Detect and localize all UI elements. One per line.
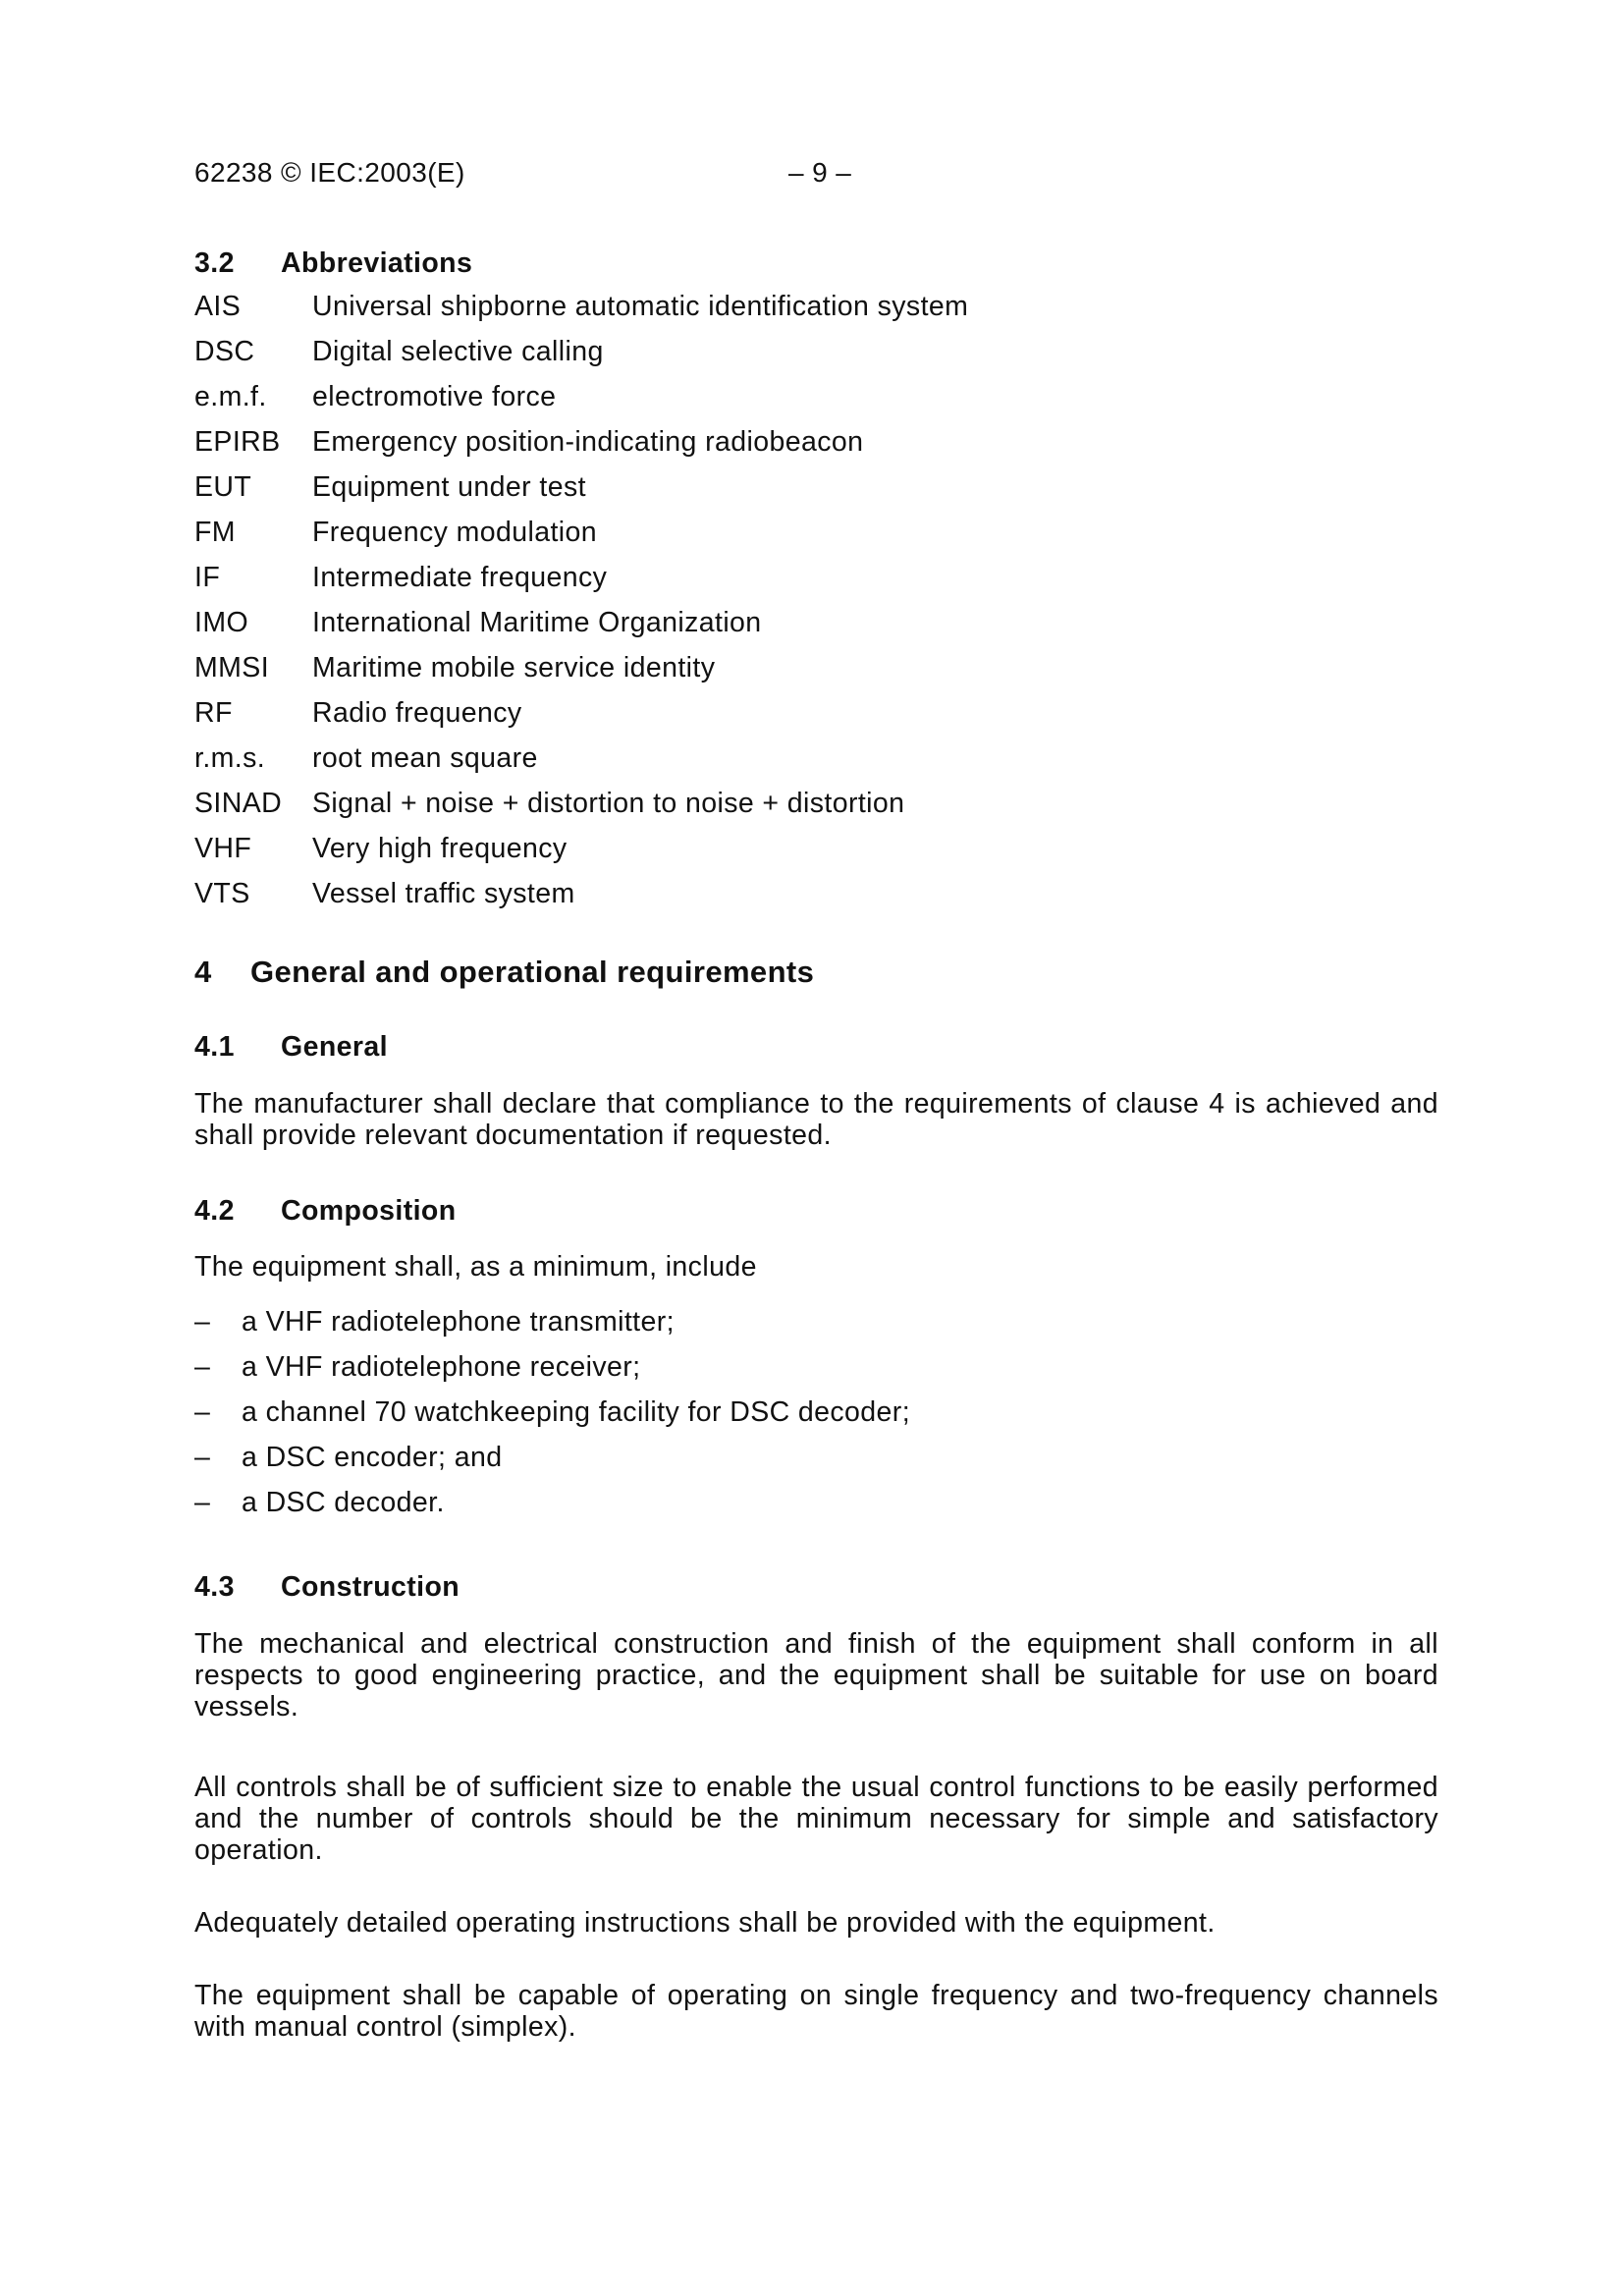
abbreviation-code: IMO (194, 607, 249, 638)
list-item-text: a VHF radiotelephone transmitter; (242, 1306, 675, 1338)
list-dash: – (194, 1351, 211, 1383)
list-dash: – (194, 1487, 211, 1518)
section-title: Composition (281, 1195, 457, 1227)
section-number: 3.2 (194, 247, 235, 279)
abbreviation-code: EUT (194, 471, 252, 503)
abbreviation-definition: Frequency modulation (312, 517, 597, 548)
abbreviation-code: FM (194, 517, 236, 548)
abbreviation-code: DSC (194, 336, 255, 367)
list-item-text: a DSC decoder. (242, 1487, 445, 1518)
section-title: Abbreviations (281, 247, 473, 279)
abbreviation-definition: Digital selective calling (312, 336, 604, 367)
general-paragraph: The manufacturer shall declare that compliance to the requirements of clause 4 is achieved and shall provide relevant documentation if requested. (194, 1088, 1438, 1151)
abbreviation-definition: root mean square (312, 742, 538, 774)
composition-intro: The equipment shall, as a minimum, include (194, 1251, 757, 1283)
abbreviation-row (194, 517, 1438, 562)
abbreviation-row (194, 426, 1438, 471)
abbreviation-row (194, 291, 1438, 336)
abbreviation-definition: Vessel traffic system (312, 878, 575, 909)
section-heading-4-2 (194, 1195, 457, 1228)
construction-paragraph-3: Adequately detailed operating instructions shall be provided with the equipment. (194, 1907, 1216, 1939)
list-item (194, 1306, 1438, 1351)
list-item (194, 1351, 1438, 1396)
section-heading-4-1 (194, 1031, 388, 1064)
abbreviation-row (194, 788, 1438, 833)
abbreviation-definition: electromotive force (312, 381, 557, 412)
abbreviation-row (194, 562, 1438, 607)
list-dash: – (194, 1306, 211, 1338)
abbreviation-row (194, 878, 1438, 923)
abbreviation-definition: Universal shipborne automatic identification system (312, 291, 969, 322)
abbreviation-code: SINAD (194, 788, 283, 819)
header-document-id: 62238 © IEC:2003(E) (194, 157, 465, 188)
section-heading-3-2 (194, 247, 472, 280)
list-item (194, 1396, 1438, 1442)
construction-paragraph-2: All controls shall be of sufficient size to enable the usual control functions to be easily performed and the number of controls should be the minimum necessary for simple and satisfactory operation. (194, 1772, 1438, 1866)
abbreviation-definition: Intermediate frequency (312, 562, 608, 593)
list-dash: – (194, 1396, 211, 1428)
page-number: – 9 – (788, 157, 852, 188)
abbreviation-code: EPIRB (194, 426, 281, 458)
abbreviation-code: RF (194, 697, 233, 729)
abbreviation-row (194, 381, 1438, 426)
list-item-text: a channel 70 watchkeeping facility for DSC decoder; (242, 1396, 911, 1428)
composition-list (194, 1306, 1438, 1532)
list-dash: – (194, 1442, 211, 1473)
abbreviation-code: AIS (194, 291, 242, 322)
section-number: 4.3 (194, 1571, 235, 1603)
section-number: 4.1 (194, 1031, 235, 1063)
abbreviation-code: r.m.s. (194, 742, 266, 774)
abbreviation-row (194, 697, 1438, 742)
section-title: General and operational requirements (250, 955, 815, 989)
abbreviation-row (194, 607, 1438, 652)
list-item-text: a VHF radiotelephone receiver; (242, 1351, 641, 1383)
section-heading-4-3 (194, 1571, 460, 1604)
abbreviation-row (194, 652, 1438, 697)
section-title: Construction (281, 1571, 460, 1603)
abbreviation-definition: Radio frequency (312, 697, 522, 729)
abbreviation-definition: Signal + noise + distortion to noise + distortion (312, 788, 905, 819)
abbreviation-code: VHF (194, 833, 252, 864)
page-header (194, 157, 1438, 191)
abbreviation-row (194, 833, 1438, 878)
list-item (194, 1487, 1438, 1532)
abbreviations-list (194, 291, 1438, 923)
section-heading-4 (194, 955, 814, 990)
list-item-text: a DSC encoder; and (242, 1442, 503, 1473)
abbreviation-code: MMSI (194, 652, 270, 683)
abbreviation-code: IF (194, 562, 221, 593)
construction-paragraph-1: The mechanical and electrical construction and finish of the equipment shall conform in all respects to good engineering practice, and the equipment shall be suitable for use on board vessels. (194, 1628, 1438, 1722)
abbreviation-definition: International Maritime Organization (312, 607, 762, 638)
abbreviation-definition: Very high frequency (312, 833, 568, 864)
abbreviation-row (194, 471, 1438, 517)
section-title: General (281, 1031, 388, 1063)
section-number: 4 (194, 955, 212, 989)
abbreviation-row (194, 336, 1438, 381)
abbreviation-row (194, 742, 1438, 788)
abbreviation-definition: Maritime mobile service identity (312, 652, 716, 683)
abbreviation-code: e.m.f. (194, 381, 267, 412)
abbreviation-definition: Equipment under test (312, 471, 586, 503)
section-number: 4.2 (194, 1195, 235, 1227)
construction-paragraph-4: The equipment shall be capable of operating on single frequency and two-frequency channels with manual control (simplex). (194, 1980, 1438, 2043)
abbreviation-code: VTS (194, 878, 250, 909)
abbreviation-definition: Emergency position-indicating radiobeacon (312, 426, 864, 458)
list-item (194, 1442, 1438, 1487)
